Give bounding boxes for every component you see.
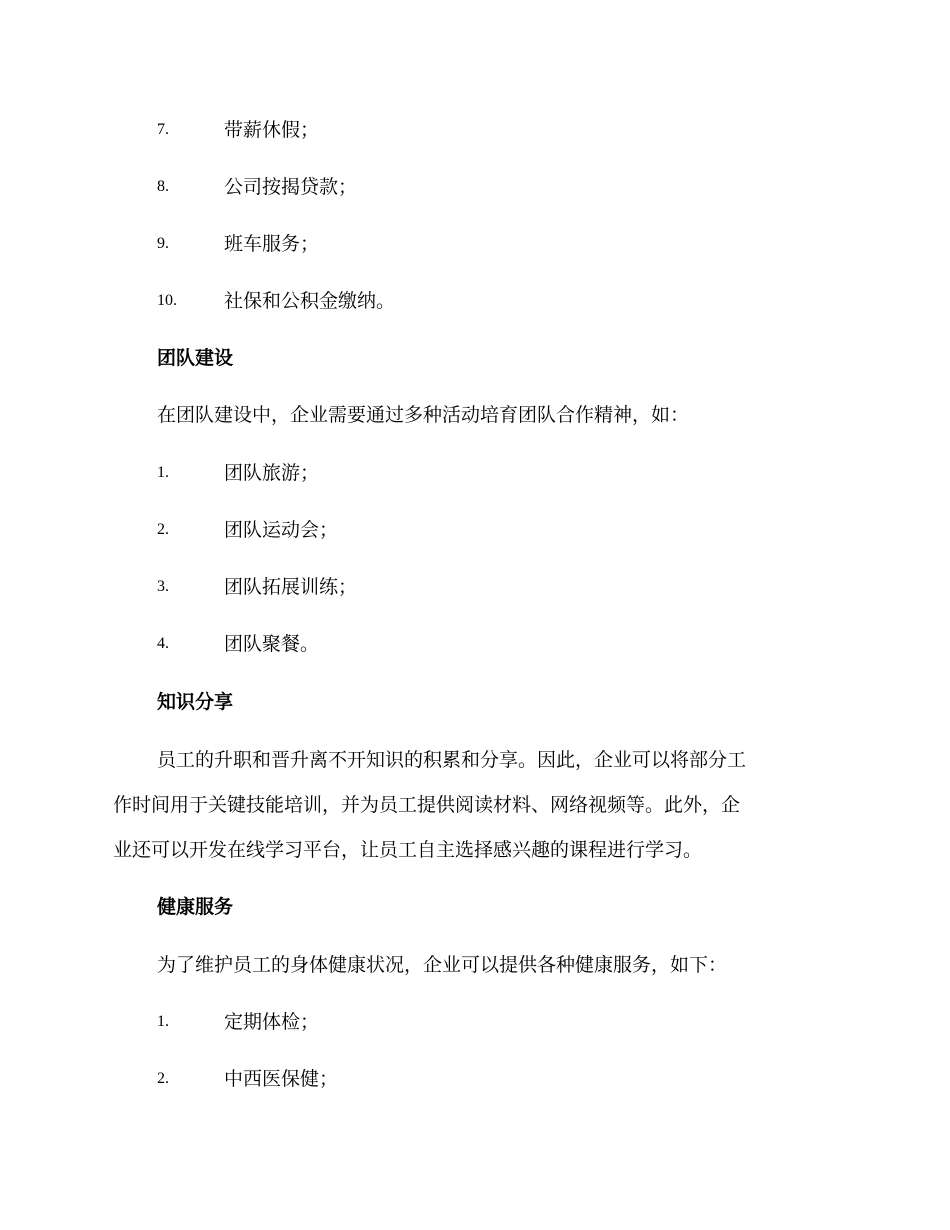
list-item-text: 公司按揭贷款； <box>224 176 358 198</box>
list-item <box>0 113 950 147</box>
list-item-text: 班车服务； <box>224 233 320 255</box>
list-item <box>0 513 950 547</box>
paragraph-line: 为了维护员工的身体健康状况，企业可以提供各种健康服务，如下： <box>157 954 728 976</box>
list-item-number: 7. <box>157 121 169 138</box>
list-item-text: 团队运动会； <box>224 519 339 541</box>
paragraph-row <box>0 788 950 822</box>
list-item <box>0 227 950 261</box>
paragraph-line: 业还可以开发在线学习平台，让员工自主选择感兴趣的课程进行学习。 <box>113 839 703 861</box>
list-item-number: 1. <box>157 1013 169 1030</box>
list-item-number: 2. <box>157 521 169 538</box>
paragraph <box>0 398 950 432</box>
paragraph-line: 员工的升职和晋升离不开知识的积累和分享。因此，企业可以将部分工 <box>157 749 747 771</box>
list-item-number: 1. <box>157 464 169 481</box>
list-item-number: 9. <box>157 235 169 252</box>
list-item-text: 定期体检； <box>224 1011 320 1033</box>
list-item-number: 8. <box>157 178 169 195</box>
section-heading-row <box>0 890 950 924</box>
list-item <box>0 627 950 661</box>
list-item <box>0 1062 950 1096</box>
paragraph-row <box>0 743 950 777</box>
paragraph-row <box>0 833 950 867</box>
list-item-text: 团队旅游； <box>224 462 320 484</box>
list-item <box>0 1005 950 1039</box>
list-item <box>0 170 950 204</box>
list-item-text: 中西医保健； <box>224 1068 339 1090</box>
paragraph-line: 作时间用于关键技能培训，并为员工提供阅读材料、网络视频等。此外，企 <box>113 794 741 816</box>
section-heading-knowledge: 知识分享 <box>157 691 234 713</box>
list-item <box>0 570 950 604</box>
list-item-text: 团队聚餐。 <box>224 633 320 655</box>
list-item-number: 2. <box>157 1070 169 1087</box>
paragraph <box>0 948 950 982</box>
list-item-number: 4. <box>157 635 169 652</box>
section-heading-row <box>0 341 950 375</box>
section-heading-team: 团队建设 <box>157 347 234 369</box>
list-item-number: 10. <box>157 292 177 309</box>
list-item <box>0 284 950 318</box>
list-item-text: 社保和公积金缴纳。 <box>224 290 396 312</box>
list-item-text: 带薪休假； <box>224 119 320 141</box>
section-heading-health: 健康服务 <box>157 896 234 918</box>
list-item-number: 3. <box>157 578 169 595</box>
list-item-text: 团队拓展训练； <box>224 576 358 598</box>
paragraph-line: 在团队建设中，企业需要通过多种活动培育团队合作精神，如： <box>157 404 690 426</box>
section-heading-row <box>0 685 950 719</box>
list-item <box>0 456 950 490</box>
